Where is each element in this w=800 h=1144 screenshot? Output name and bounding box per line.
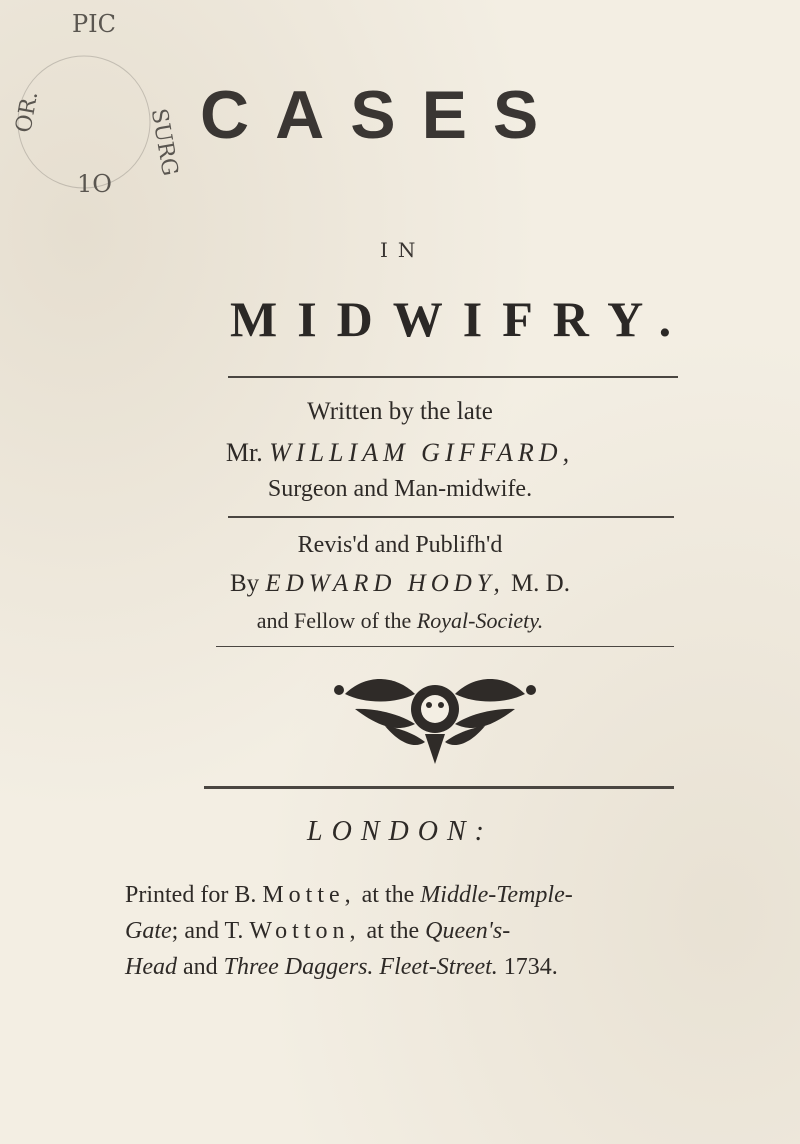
divider-rule	[228, 516, 674, 518]
divider-rule	[228, 376, 678, 378]
stamp-text-top: PIC	[72, 10, 116, 38]
imprint-printer-2: Wotton,	[249, 918, 361, 944]
imprint-and: and	[182, 954, 218, 980]
imprint-place-3: Three Daggers.	[223, 954, 374, 980]
double-rule	[204, 786, 674, 789]
editor-by: By	[229, 570, 260, 597]
stamp-text-bottom: 1O	[77, 170, 112, 198]
author-profession: Surgeon and Man-midwife.	[267, 476, 533, 502]
divider-rule	[216, 646, 674, 647]
imprint-place-2: Queen's-	[425, 918, 511, 944]
imprint-city: LONDON:	[307, 816, 493, 847]
book-title: CASES	[200, 77, 565, 153]
title-connector: IN	[380, 238, 426, 262]
imprint-year: 1734.	[503, 954, 558, 980]
editor-fellow-prefix: and Fellow of the	[256, 608, 412, 633]
imprint-line-3	[125, 954, 725, 981]
imprint-printer-1: Motte,	[262, 882, 356, 908]
author-line	[0, 438, 800, 468]
author-name: WILLIAM GIFFARD,	[269, 438, 575, 467]
imprint-at-1: at the	[361, 882, 415, 908]
imprint-place-1: Middle-Temple-	[420, 882, 573, 908]
editor-name: EDWARD HODY,	[265, 570, 505, 597]
stamp-text-right: SURG	[145, 106, 183, 178]
book-subject: MIDWIFRY.	[230, 291, 692, 347]
printers-ornament	[325, 664, 545, 774]
imprint-line-1	[125, 882, 725, 909]
stamp-text-left: OR.	[11, 89, 44, 135]
imprint-place-2b: Head	[125, 954, 177, 980]
imprint-place-1b: Gate	[125, 918, 172, 944]
author-prefix: Mr.	[225, 438, 263, 467]
editor-degree: M. D.	[510, 570, 570, 597]
imprint-line-2	[125, 918, 725, 945]
imprint-street: Fleet-Street.	[379, 954, 498, 980]
author-intro: Written by the late	[307, 398, 493, 425]
editor-action: Revis'd and Publifh'd	[297, 532, 503, 558]
library-stamp	[2, 2, 202, 202]
imprint-at-2: at the	[366, 918, 420, 944]
imprint-and-t: ; and T.	[171, 918, 244, 944]
editor-line	[0, 570, 800, 598]
editor-society: Royal-Society.	[416, 608, 544, 633]
imprint-printed-for: Printed for B.	[125, 882, 257, 908]
editor-fellow	[0, 608, 800, 634]
